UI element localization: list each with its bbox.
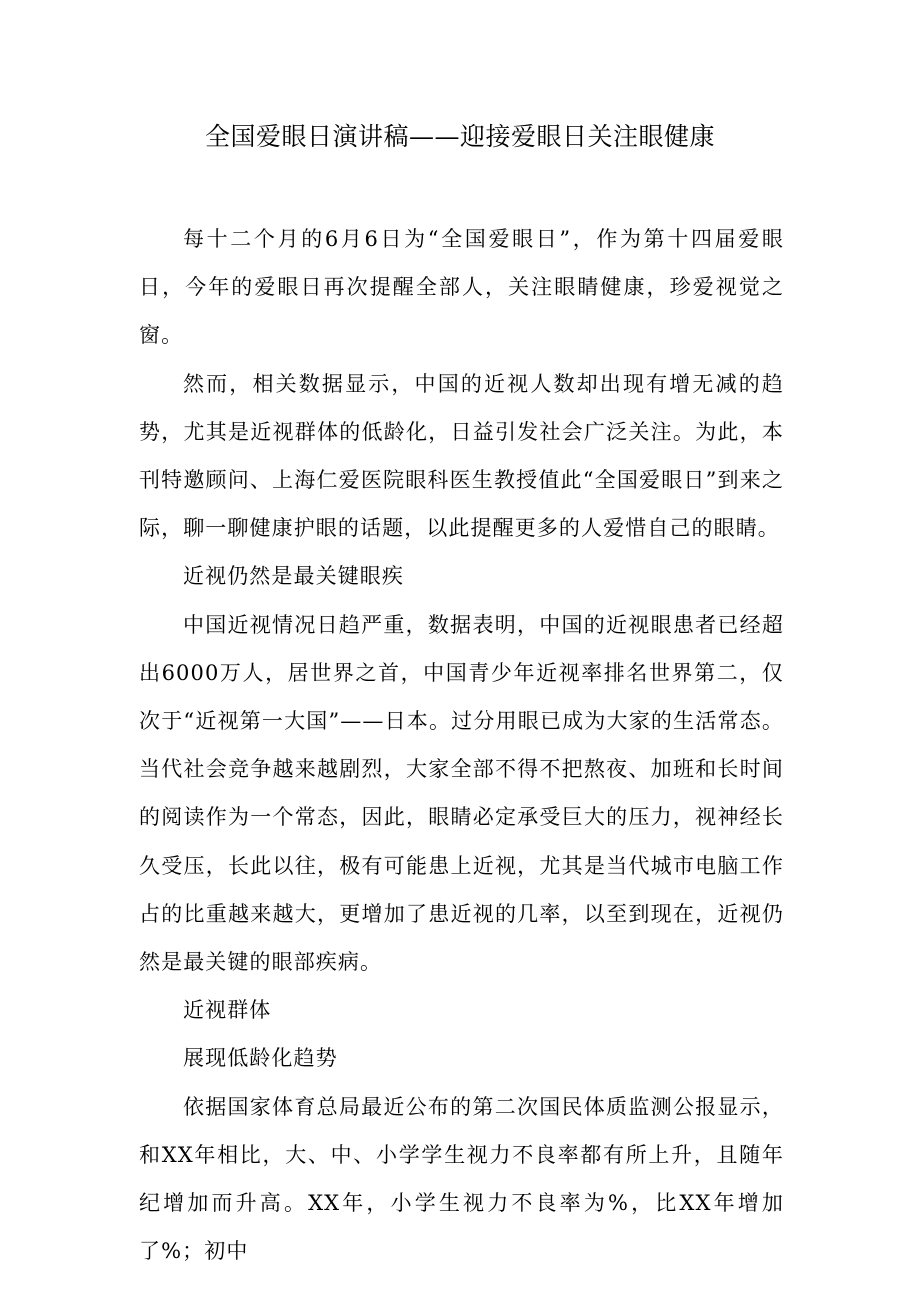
section-heading-myopia-key-disease: 近视仍然是最关键眼疾 (183, 564, 404, 589)
document-title: 全国爱眼日演讲稿——迎接爱眼日关注眼健康 (204, 122, 715, 151)
document-body (139, 215, 784, 1275)
paragraph-myopia-situation: 中国近视情况日趋严重，数据表明，中国的近视眼患者已经超出6000万人，居世界之首，中国青少年近视率排名世界第二，仅次于“近视第一大国”——日本。过分用眼已成为大家的生活常态。当代社会竞争越来越剧烈，大家全部不得不把熬夜、加班和长时间的阅读作为一个常态，因此，眼睛必定承受巨大的压力，视神经长久受压，长此以往，极有可能患上近视，尤其是当代城市电脑工作占的比重越来越大，更增加了患近视的几率，以至到现在，近视仍然是最关键的眼部疾病。 (139, 612, 784, 975)
section-heading-myopia-group: 近视群体 (183, 998, 272, 1023)
paragraph-trend: 然而，相关数据显示，中国的近视人数却出现有增无减的趋势，尤其是近视群体的低龄化，日益引发社会广泛关注。为此，本刊特邀顾问、上海仁爱医院眼科医生教授值此“全国爱眼日”到来之际，聊一聊健康护眼的话题，以此提醒更多的人爱惜自己的眼睛。 (139, 371, 784, 541)
paragraph-survey-data: 依据国家体育总局最近公布的第二次国民体质监测公报显示，和XX年相比，大、中、小学学生视力不良率都有所上升，且随年纪增加而升高。XX年，小学生视力不良率为%，比XX年增加了%；初中 (139, 1094, 784, 1264)
paragraph-intro: 每十二个月的6月6日为“全国爱眼日”，作为第十四届爱眼日，今年的爱眼日再次提醒全部人，关注眼睛健康，珍爱视觉之窗。 (139, 227, 784, 348)
section-heading-younger-trend: 展现低龄化趋势 (183, 1046, 338, 1071)
